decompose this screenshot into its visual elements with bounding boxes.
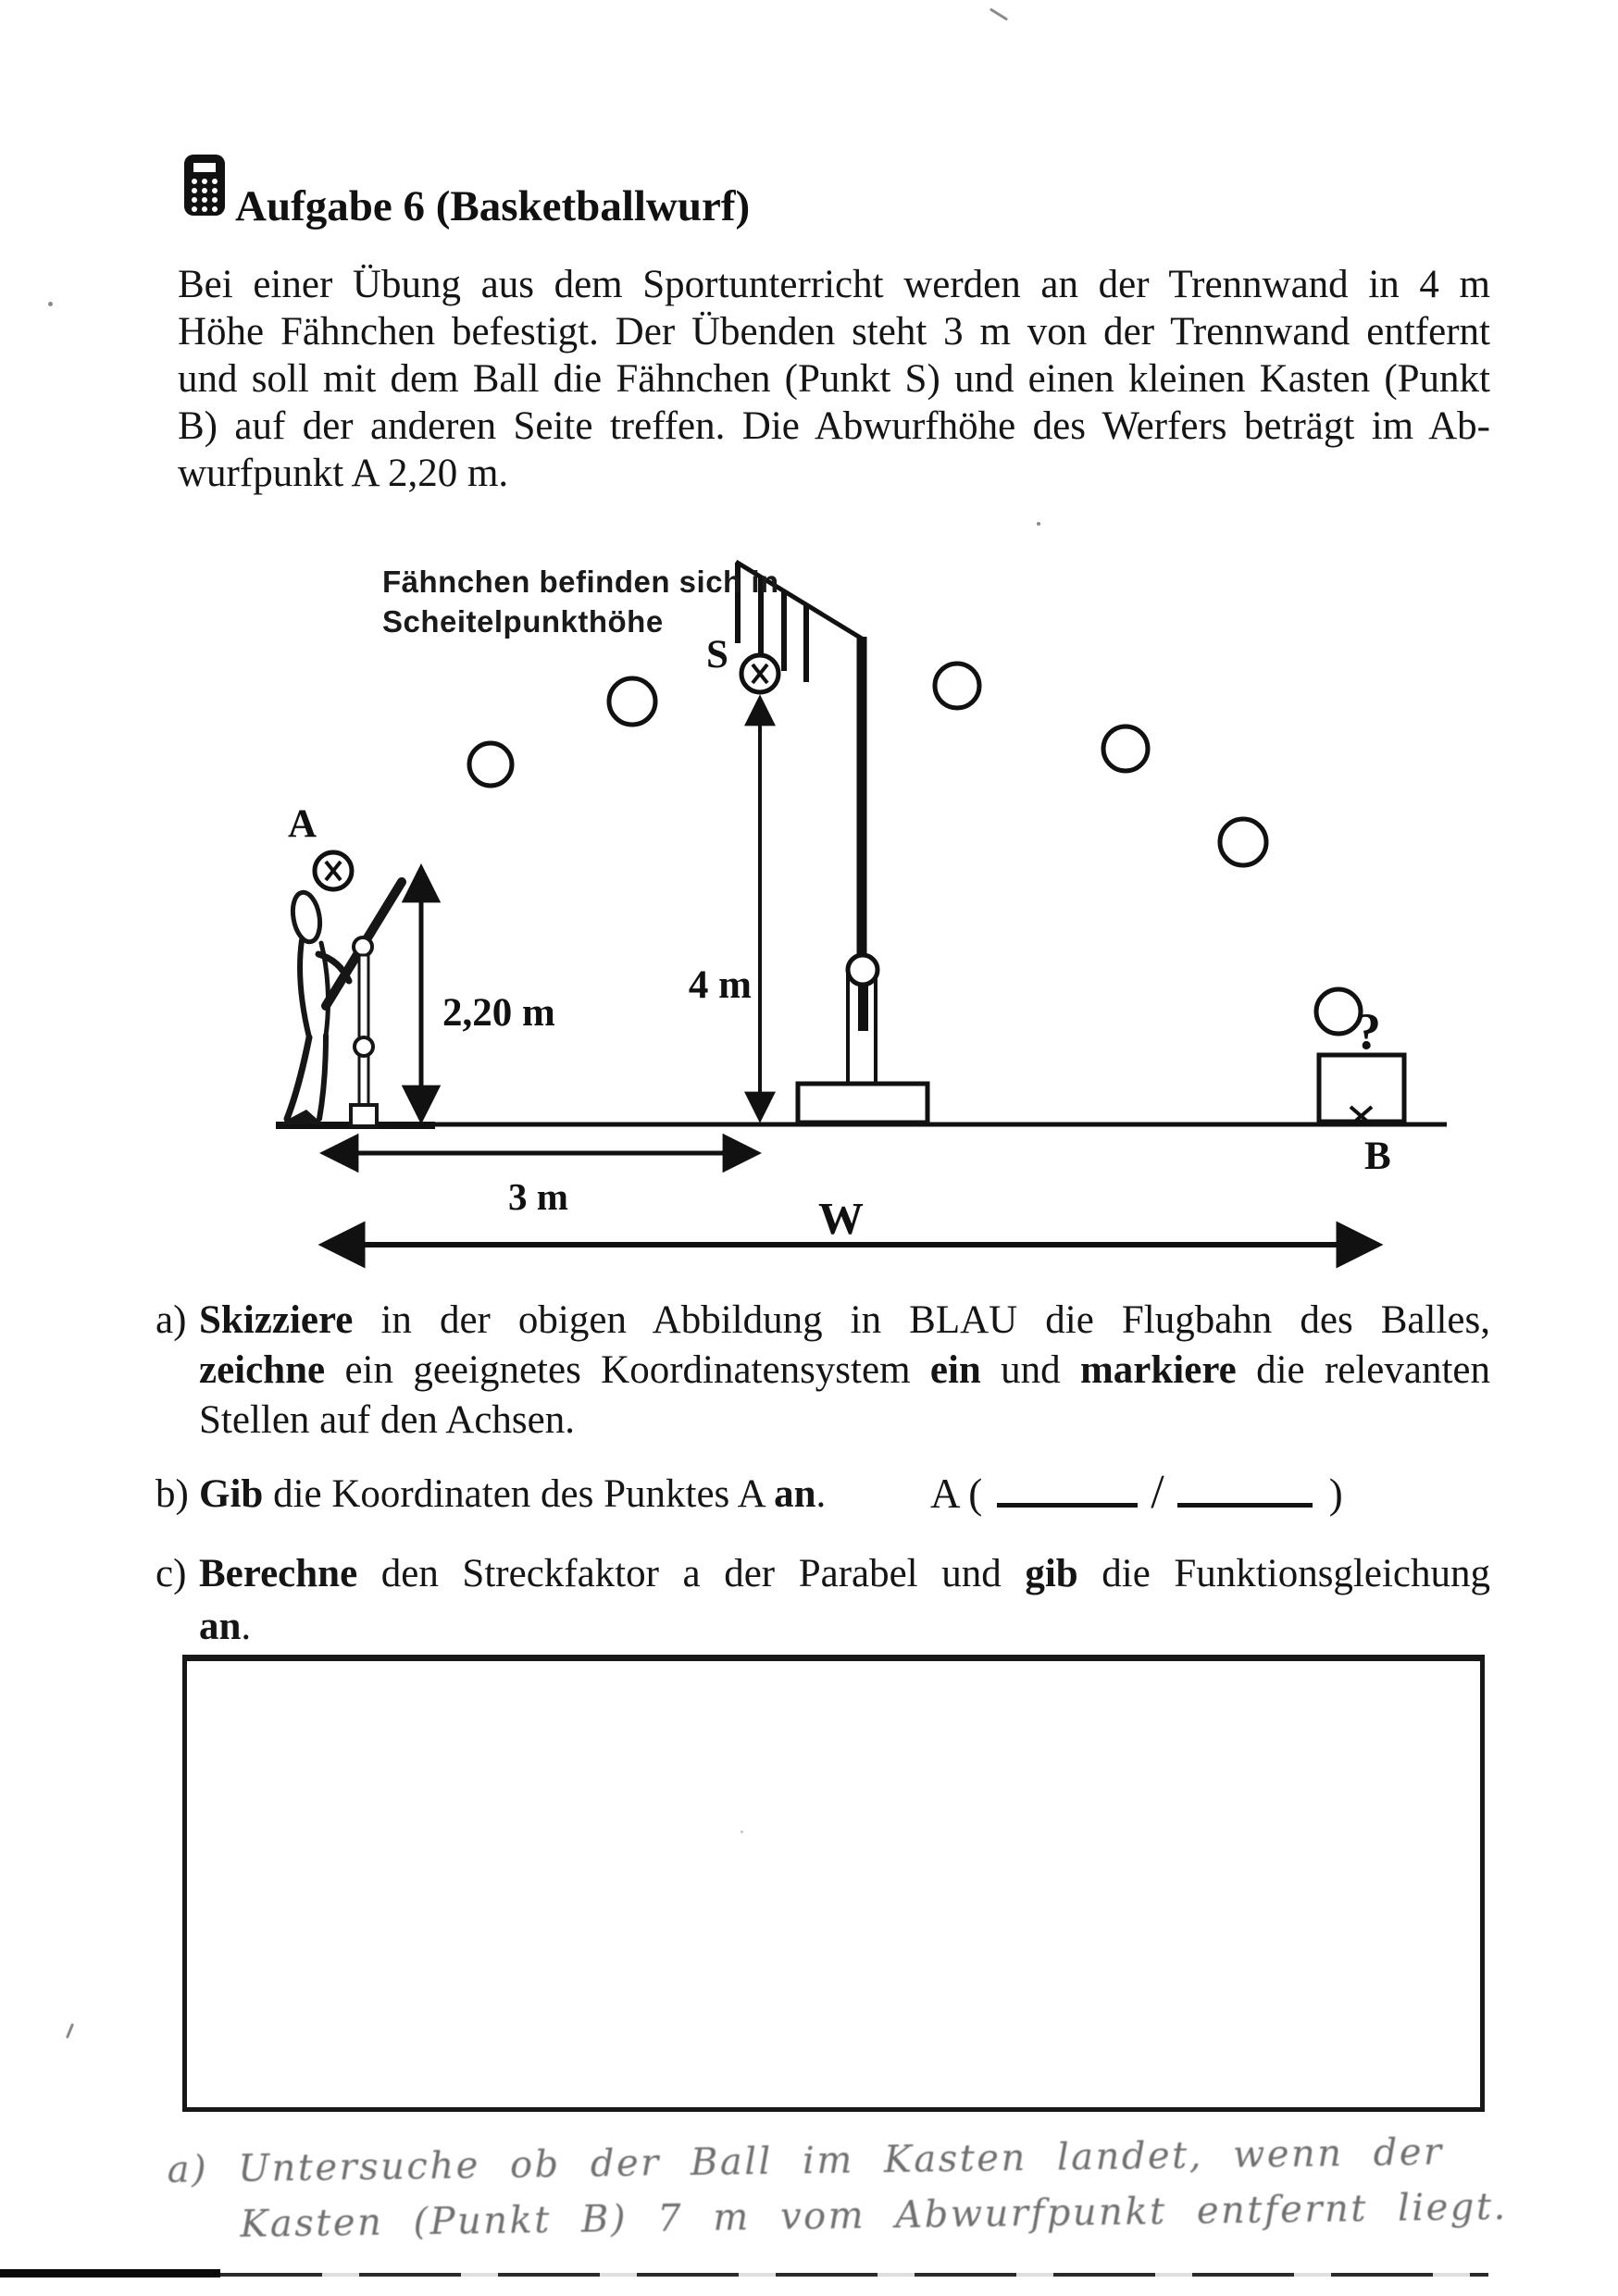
point-a-label: A <box>288 802 317 846</box>
scan-edge-line <box>220 2273 1488 2277</box>
stand-inner-bar <box>858 985 868 1031</box>
thrower-head <box>290 890 324 944</box>
answer-box <box>182 1655 1485 2112</box>
scan-speck <box>48 302 53 306</box>
figure-caption-line1: Fähnchen befinden sich in <box>382 565 779 599</box>
answer-open-paren: A ( <box>930 1471 983 1517</box>
question-b-marker: b) <box>156 1472 189 1516</box>
question-c-line: an. <box>199 1605 252 1648</box>
ball-at-point-a <box>315 852 352 889</box>
intro-line: Höhe Fähnchen befestigt. Der Übenden steht 3 m von der Trennwand entfernt <box>178 310 1490 354</box>
tripod-joint <box>355 1037 373 1056</box>
kasten-box <box>1319 1055 1404 1122</box>
distance-label: 3 m <box>508 1175 568 1218</box>
elbow-joint <box>354 937 372 956</box>
handwritten-line: Kasten (Punkt B) 7 m vom Abwurfpunkt entfernt liegt. <box>240 2185 1508 2246</box>
stand-roller <box>848 955 877 985</box>
handwritten-line: a) Untersuche ob der Ball im Kasten landet, wenn der <box>167 2130 1444 2191</box>
trajectory-ball <box>1316 989 1361 1034</box>
question-c-line: Berechne den Streckfaktor a der Parabel und gib die Funktionsgleichung <box>199 1552 1490 1595</box>
trajectory-ball <box>1103 726 1148 771</box>
question-a-line: zeichne ein geeignetes Koordinatensystem ein und markiere die relevanten <box>199 1348 1490 1392</box>
scan-speck <box>1037 522 1040 526</box>
tripod-base <box>351 1105 377 1126</box>
intro-line: B) auf der anderen Seite treffen. Die Abwurfhöhe des Werfers beträgt im Ab- <box>178 404 1490 448</box>
answer-separator: / <box>1151 1466 1164 1519</box>
intro-line: und soll mit dem Ball die Fähnchen (Punkt S) und einen kleinen Kasten (Punkt <box>178 357 1490 401</box>
trajectory-ball <box>935 664 979 708</box>
unknown-height-label: ? <box>1355 1003 1381 1061</box>
coordinates-answer-field <box>930 1465 1343 1520</box>
question-a-line: Stellen auf den Achsen. <box>199 1398 576 1442</box>
throw-height-label: 2,20 m <box>442 991 555 1035</box>
answer-close-paren: ) <box>1328 1471 1343 1517</box>
page-title: Aufgabe 6 (Basketballwurf) <box>235 182 751 230</box>
trajectory-ball <box>609 678 655 725</box>
point-b-label: B <box>1364 1135 1391 1178</box>
question-c-marker: c) <box>156 1552 187 1595</box>
calculator-icon <box>181 153 228 217</box>
question-a-line: Skizziere in der obigen Abbildung in BLAU die Flugbahn des Balles, <box>199 1298 1490 1342</box>
thrower-figure <box>279 882 402 1126</box>
basketball-stand <box>798 955 927 1123</box>
intro-line: Bei einer Übung aus dem Sportunterricht werden an der Trennwand in 4 m <box>178 263 1490 306</box>
trajectory-ball <box>469 743 512 786</box>
partition-wall <box>736 562 862 974</box>
ball-at-point-s <box>741 655 778 692</box>
x-coordinate-blank <box>997 1468 1138 1508</box>
stand-base <box>798 1084 927 1123</box>
trajectory-balls <box>469 664 1361 1034</box>
width-label: W <box>818 1193 864 1244</box>
y-coordinate-blank <box>1177 1468 1313 1508</box>
trajectory-ball <box>1220 819 1266 865</box>
question-a-marker: a) <box>156 1298 187 1342</box>
tripod-pole <box>359 955 368 1105</box>
figure-caption-line2: Scheitelpunkthöhe <box>382 604 664 639</box>
scan-edge-line <box>0 2269 220 2277</box>
intro-line: wurfpunkt A 2,20 m. <box>178 452 509 495</box>
scan-speck <box>741 1831 743 1833</box>
wall-height-label: 4 m <box>688 963 752 1007</box>
question-b-text: Gib die Koordinaten des Punktes A an. <box>199 1472 827 1516</box>
point-s-label: S <box>706 633 728 676</box>
